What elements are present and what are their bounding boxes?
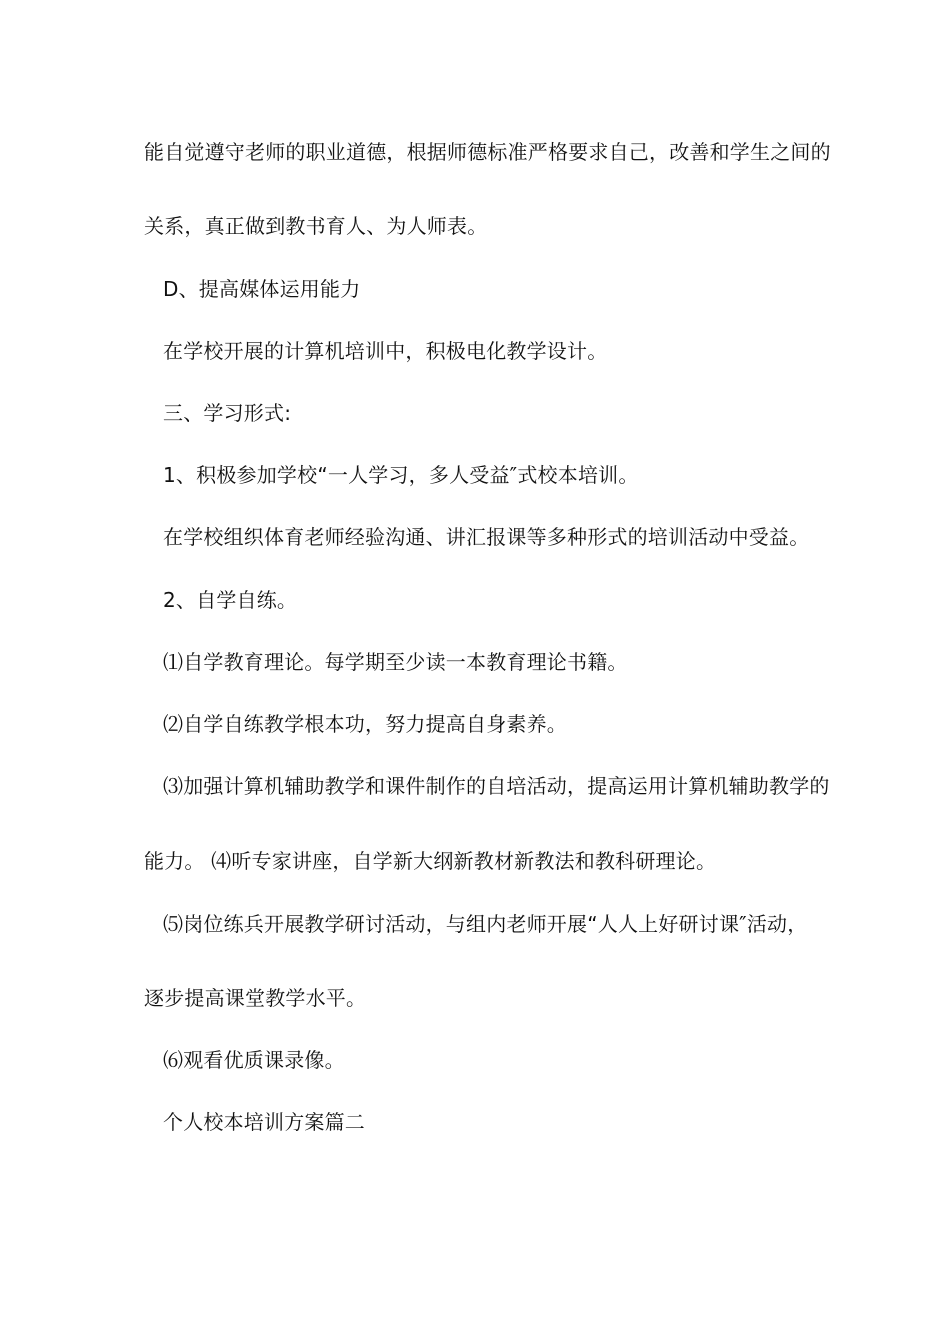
sub-list-item: ⑵自学自练教学根本功，努力提高自身素养。 (163, 712, 567, 736)
sub-list-item: ⑶加强计算机辅助教学和课件制作的自培活动，提高运用计算机辅助教学的 (163, 774, 830, 798)
section-title: 个人校本培训方案篇二 (163, 1110, 365, 1134)
list-item: 2、自学自练。 (163, 588, 298, 612)
paragraph-line: 逐步提高课堂教学水平。 (144, 986, 367, 1010)
paragraph-line: 在学校开展的计算机培训中，积极电化教学设计。 (163, 339, 608, 363)
paragraph-line: 能自觉遵守老师的职业道德，根据师德标准严格要求自己，改善和学生之间的 (144, 140, 831, 164)
sub-list-item: ⑴自学教育理论。每学期至少读一本教育理论书籍。 (163, 650, 628, 674)
section-heading: D、提高媒体运用能力 (163, 277, 361, 301)
sub-list-item: ⑸岗位练兵开展教学研讨活动，与组内老师开展“人人上好研讨课″活动， (163, 912, 808, 936)
list-item: 1、积极参加学校“一人学习，多人受益″式校本培训。 (163, 463, 639, 487)
section-heading: 三、学习形式: (163, 401, 292, 425)
sub-list-item: 能力。 ⑷听专家讲座，自学新大纲新教材新教法和教科研理论。 (144, 849, 717, 873)
paragraph-line: 在学校组织体育老师经验沟通、讲汇报课等多种形式的培训活动中受益。 (163, 525, 810, 549)
paragraph-line: 关系，真正做到教书育人、为人师表。 (144, 214, 488, 238)
sub-list-item: ⑹观看优质课录像。 (163, 1048, 345, 1072)
